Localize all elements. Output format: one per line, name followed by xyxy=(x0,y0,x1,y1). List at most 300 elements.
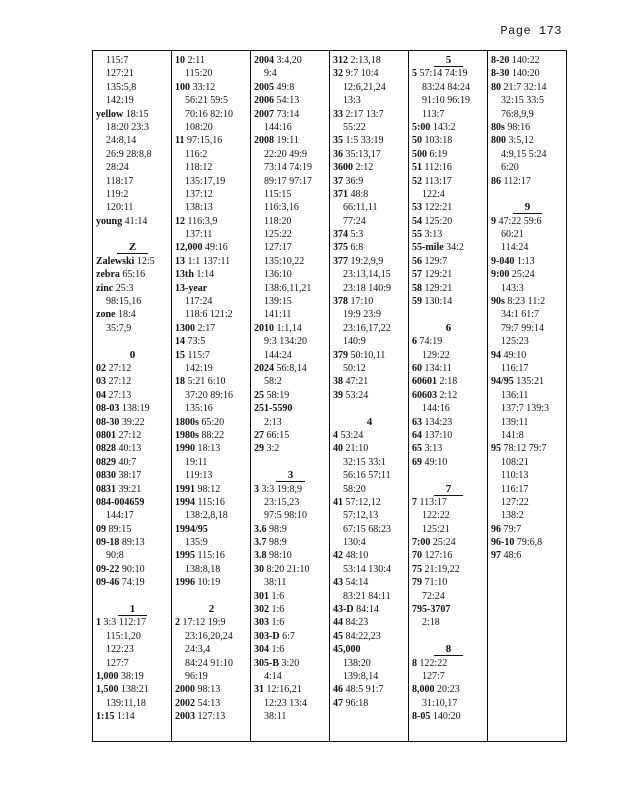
index-continuation xyxy=(175,201,248,214)
index-continuation xyxy=(491,456,564,469)
index-entry xyxy=(333,603,406,616)
page-line-refs: 89:15 xyxy=(108,523,132,535)
index-continuation xyxy=(254,228,327,241)
index-continuation xyxy=(175,469,248,482)
index-continuation xyxy=(491,94,564,107)
page-line-refs: 49:16 xyxy=(205,242,228,254)
section-heading xyxy=(491,201,564,214)
index-column xyxy=(488,51,566,741)
page-line-refs: 88:22 xyxy=(201,429,225,441)
index-entry xyxy=(96,389,169,402)
index-entry xyxy=(412,710,485,723)
index-term: 44 xyxy=(333,617,343,629)
index-term: 7:00 xyxy=(412,537,431,549)
index-entry xyxy=(333,255,406,268)
index-entry xyxy=(491,349,564,362)
index-continuation xyxy=(175,643,248,656)
index-entry xyxy=(412,335,485,348)
page-line-refs: 76:8,9,9 xyxy=(501,108,534,120)
index-entry xyxy=(96,563,169,576)
index-term: 1:15 xyxy=(96,711,115,723)
page-line-refs: 98:15,16 xyxy=(106,296,142,308)
page-line-refs: 1:6 xyxy=(271,644,285,656)
index-term: 58 xyxy=(412,282,422,294)
page-line-refs: 79:7 99:14 xyxy=(501,322,545,334)
page-line-refs: 9:7 10:4 xyxy=(345,68,379,80)
index-entry xyxy=(175,523,248,536)
index-entry xyxy=(412,268,485,281)
page-line-refs: 35:13,17 xyxy=(345,148,381,160)
index-term: 10 xyxy=(175,55,185,66)
index-continuation xyxy=(175,563,248,576)
index-term: 14 xyxy=(175,336,185,348)
index-term: 302 xyxy=(254,604,269,616)
page-line-refs: 137:10 xyxy=(424,429,453,441)
index-continuation xyxy=(175,121,248,134)
index-continuation xyxy=(254,335,327,348)
index-entry xyxy=(96,282,169,295)
index-term: 41 xyxy=(333,496,343,508)
index-column xyxy=(93,51,172,741)
index-term: 45 xyxy=(333,630,343,642)
section-heading xyxy=(96,349,169,362)
index-term: 43-D xyxy=(333,604,354,616)
page-line-refs: 125:21 xyxy=(422,523,450,535)
index-continuation xyxy=(96,295,169,308)
page-line-refs: 90:8 xyxy=(106,550,124,562)
page-line-refs: 66:15 xyxy=(266,429,290,441)
page-line-refs: 21:7 32:14 xyxy=(503,81,547,93)
index-term: 80s xyxy=(491,121,505,133)
index-entry xyxy=(333,643,406,656)
index-term: 5:00 xyxy=(412,121,431,133)
index-entry xyxy=(96,375,169,388)
page-line-refs: 118:12 xyxy=(185,162,213,174)
page-line-refs: 77:24 xyxy=(343,215,366,227)
index-term: 46 xyxy=(333,684,343,696)
page-line-refs: 115:20 xyxy=(185,68,213,80)
index-continuation xyxy=(333,563,406,576)
page-line-refs: 38:11 xyxy=(264,577,287,589)
index-continuation xyxy=(412,402,485,415)
page-line-refs: 6:8 xyxy=(350,242,364,254)
page-line-refs: 23:15,23 xyxy=(264,496,300,508)
index-entry xyxy=(491,268,564,281)
page-line-refs: 84:14 xyxy=(356,604,379,616)
index-term: 2007 xyxy=(254,108,274,120)
index-term: 8,000 xyxy=(412,684,435,696)
index-entry xyxy=(175,616,248,629)
index-continuation xyxy=(333,94,406,107)
index-entry xyxy=(96,456,169,469)
page-line-refs: 134:23 xyxy=(424,416,453,428)
index-continuation xyxy=(96,148,169,161)
index-term: 59 xyxy=(412,296,422,308)
page-line-refs: 12:16,21 xyxy=(266,684,302,696)
index-term: 800 xyxy=(491,135,506,147)
section-letter: 7 xyxy=(434,483,464,496)
index-entry xyxy=(412,389,485,402)
index-term: 251-5590 xyxy=(254,403,293,415)
index-term: 3.8 xyxy=(254,550,267,562)
page-line-refs: 118:20 xyxy=(264,215,292,227)
page-line-refs: 141:11 xyxy=(264,309,292,321)
index-entry xyxy=(491,67,564,80)
index-entry xyxy=(412,549,485,562)
index-term: 12 xyxy=(175,215,185,227)
page-line-refs: 3:5,12 xyxy=(508,135,534,147)
index-term: 2 xyxy=(175,617,180,629)
index-term: Zalewski xyxy=(96,255,135,267)
index-term: 377 xyxy=(333,255,348,267)
index-entry xyxy=(254,429,327,442)
index-entry xyxy=(333,134,406,147)
page-line-refs: 47:22 59:6 xyxy=(498,215,542,227)
page-line-refs: 84:24 91:10 xyxy=(185,657,234,669)
page-line-refs: 129:22 xyxy=(422,349,450,361)
index-entry xyxy=(412,416,485,429)
index-continuation xyxy=(333,268,406,281)
page-line-refs: 127:13 xyxy=(197,711,226,723)
page-line-refs: 2:17 13:7 xyxy=(345,108,384,120)
index-entry xyxy=(175,576,248,589)
page-line-refs: 103:18 xyxy=(424,135,453,147)
index-term: 42 xyxy=(333,550,343,562)
index-term: 33 xyxy=(333,108,343,120)
page-line-refs: 23:18 140:9 xyxy=(343,282,392,294)
page-line-refs: 12:6,21,24 xyxy=(343,81,386,93)
section-letter: 1 xyxy=(118,603,148,616)
index-term: young xyxy=(96,215,123,227)
index-entry xyxy=(175,335,248,348)
index-entry xyxy=(254,94,327,107)
index-entry xyxy=(412,121,485,134)
index-continuation xyxy=(175,108,248,121)
index-term: 90s xyxy=(491,296,505,308)
index-term: 375 xyxy=(333,242,348,254)
index-continuation xyxy=(491,228,564,241)
page-line-refs: 116:17 xyxy=(501,362,529,374)
index-entry xyxy=(96,255,169,268)
page-line-refs: 119:13 xyxy=(185,470,213,482)
index-term: 6 xyxy=(412,336,417,348)
page-line-refs: 79:7 xyxy=(503,523,522,535)
index-continuation xyxy=(333,469,406,482)
index-entry xyxy=(175,442,248,455)
section-heading xyxy=(96,603,169,616)
page-line-refs: 90:10 xyxy=(121,563,145,575)
page-line-refs: 138:6,11,21 xyxy=(264,282,312,294)
page-line-refs: 72:24 xyxy=(422,590,445,602)
index-term: 29 xyxy=(254,443,264,455)
index-entry xyxy=(412,375,485,388)
page-line-refs: 21:19,22 xyxy=(424,563,460,575)
index-term: 4 xyxy=(333,429,338,441)
page-line-refs: 83:21 84:11 xyxy=(343,590,391,602)
page-line-refs: 125:22 xyxy=(264,229,292,241)
index-term: 2002 xyxy=(175,697,195,709)
index-entry xyxy=(412,603,485,616)
page-line-refs: 18:4 xyxy=(117,309,136,321)
page-line-refs: 1:5 33:19 xyxy=(345,135,384,147)
index-term: 0828 xyxy=(96,443,116,455)
index-continuation xyxy=(333,322,406,335)
page-line-refs: 54:13 xyxy=(276,95,300,107)
index-entry xyxy=(412,228,485,241)
index-term: 96-10 xyxy=(491,537,515,549)
index-column xyxy=(330,51,409,741)
page-line-refs: 127:21 xyxy=(106,68,134,80)
index-entry xyxy=(491,295,564,308)
page-line-refs: 25:24 xyxy=(511,269,535,281)
page-line-refs: 40:7 xyxy=(118,456,137,468)
index-entry xyxy=(254,134,327,147)
index-term: 51 xyxy=(412,162,422,174)
index-entry xyxy=(96,496,169,509)
page-line-refs: 23:16,17,22 xyxy=(343,322,391,334)
page-line-refs: 115:1,20 xyxy=(106,630,141,642)
index-term: 36 xyxy=(333,148,343,160)
index-continuation xyxy=(333,523,406,536)
index-continuation xyxy=(254,175,327,188)
index-continuation xyxy=(491,509,564,522)
page-line-refs: 18:20 23:3 xyxy=(106,121,150,133)
page-line-refs: 6:7 xyxy=(282,630,295,642)
index-term: 15 xyxy=(175,349,185,361)
page-line-refs: 4:9,15 5:24 xyxy=(501,148,547,160)
index-term: 64 xyxy=(412,429,422,441)
page-line-refs: 118:6 121:2 xyxy=(185,309,233,321)
index-continuation xyxy=(96,67,169,80)
spacer xyxy=(412,308,485,321)
index-continuation xyxy=(175,670,248,683)
page-line-refs: 28:24 xyxy=(106,162,129,174)
index-continuation xyxy=(333,215,406,228)
index-entry xyxy=(96,483,169,496)
index-term: 60 xyxy=(412,362,422,374)
page-line-refs: 34:2 xyxy=(446,242,464,254)
page-line-refs: 56:16 57:11 xyxy=(343,470,391,482)
index-term: 379 xyxy=(333,349,348,361)
index-continuation xyxy=(96,81,169,94)
index-continuation xyxy=(254,697,327,710)
index-term: 1996 xyxy=(175,577,195,589)
index-term: 305-B xyxy=(254,657,279,669)
index-entry xyxy=(333,295,406,308)
index-continuation xyxy=(175,402,248,415)
index-entry xyxy=(96,576,169,589)
index-term: 32 xyxy=(333,68,343,80)
page-line-refs: 84:22,23 xyxy=(345,630,381,642)
index-term: 97 xyxy=(491,550,501,562)
index-term: 312 xyxy=(333,55,348,66)
index-continuation xyxy=(254,161,327,174)
index-continuation xyxy=(491,161,564,174)
page-line-refs: 138:2 xyxy=(501,510,524,522)
index-term: 1994 xyxy=(175,496,195,508)
index-entry xyxy=(175,416,248,429)
page-line-refs: 35:7,9 xyxy=(106,322,132,334)
page-line-refs: 38:19 xyxy=(121,670,144,682)
index-entry xyxy=(333,54,406,67)
page-line-refs: 113:17 xyxy=(424,175,452,187)
page-line-refs: 122:4 xyxy=(422,188,445,200)
page-line-refs: 1:1 137:11 xyxy=(187,255,231,267)
index-entry xyxy=(412,536,485,549)
index-entry xyxy=(333,375,406,388)
page-line-refs: 5:21 6:10 xyxy=(187,376,226,388)
section-heading xyxy=(96,241,169,254)
index-entry xyxy=(333,496,406,509)
index-term: 75 xyxy=(412,563,422,575)
index-entry xyxy=(412,442,485,455)
page-line-refs: 19:11 xyxy=(276,135,299,147)
index-continuation xyxy=(333,483,406,496)
index-continuation xyxy=(96,322,169,335)
page-line-refs: 70:16 82:10 xyxy=(185,108,234,120)
index-continuation xyxy=(96,175,169,188)
index-term: 1,000 xyxy=(96,670,119,682)
index-continuation xyxy=(491,308,564,321)
page-line-refs: 108:20 xyxy=(185,121,213,133)
index-entry xyxy=(254,603,327,616)
index-term: zone xyxy=(96,309,116,321)
index-continuation xyxy=(254,509,327,522)
index-entry xyxy=(412,134,485,147)
page-line-refs: 27:12 xyxy=(108,376,132,388)
index-continuation xyxy=(412,188,485,201)
index-continuation xyxy=(254,67,327,80)
page-line-refs: 22:20 49:9 xyxy=(264,148,308,160)
index-term: 18 xyxy=(175,376,185,388)
index-continuation xyxy=(412,523,485,536)
index-term: 0831 xyxy=(96,483,116,495)
index-continuation xyxy=(412,590,485,603)
index-entry xyxy=(96,215,169,228)
page-line-refs: 6:19 xyxy=(429,148,448,160)
index-entry xyxy=(412,563,485,576)
page-line-refs: 136:10 xyxy=(264,269,292,281)
index-term: 1 xyxy=(96,617,101,629)
index-continuation xyxy=(412,670,485,683)
page-line-refs: 130:14 xyxy=(424,296,453,308)
index-entry xyxy=(333,576,406,589)
index-entry xyxy=(254,442,327,455)
index-term: 09-22 xyxy=(96,563,120,575)
page-line-refs: 54:13 xyxy=(197,697,221,709)
index-entry xyxy=(175,697,248,710)
page-line-refs: 138:8,18 xyxy=(185,563,221,575)
index-entry xyxy=(333,389,406,402)
page-line-refs: 48:5 91:7 xyxy=(345,684,384,696)
index-continuation xyxy=(175,389,248,402)
page-line-refs: 53:24 xyxy=(345,389,369,401)
section-letter: 4 xyxy=(366,415,373,428)
page-line-refs: 2:12 xyxy=(439,389,458,401)
index-column xyxy=(251,51,330,741)
index-continuation xyxy=(412,697,485,710)
page-line-refs: 38:17 xyxy=(118,470,142,482)
page-line-refs: 96:19 xyxy=(185,670,208,682)
index-entry xyxy=(491,523,564,536)
index-entry xyxy=(333,630,406,643)
page-line-refs: 57:12,12 xyxy=(345,496,381,508)
index-column xyxy=(409,51,488,741)
page-line-refs: 119:2 xyxy=(106,188,129,200)
page-line-refs: 58:2 xyxy=(264,376,282,388)
page-line-refs: 23:16,20,24 xyxy=(185,630,233,642)
index-entry xyxy=(333,241,406,254)
index-entry xyxy=(175,683,248,696)
page-line-refs: 115:7 xyxy=(187,349,210,361)
index-continuation xyxy=(491,282,564,295)
index-term: 304 xyxy=(254,644,269,656)
page-line-refs: 5:3 xyxy=(350,229,364,241)
index-term: 9 xyxy=(491,215,496,227)
spacer xyxy=(333,402,406,415)
page-line-refs: 112:16 xyxy=(424,162,452,174)
index-continuation xyxy=(254,148,327,161)
page-line-refs: 127:7 xyxy=(106,657,129,669)
page-line-refs: 3:3 112:17 xyxy=(103,617,147,629)
index-entry xyxy=(254,563,327,576)
index-continuation xyxy=(96,549,169,562)
spacer xyxy=(412,469,485,482)
index-continuation xyxy=(254,349,327,362)
index-term: 03 xyxy=(96,376,106,388)
index-entry xyxy=(96,442,169,455)
section-heading xyxy=(175,603,248,616)
page-line-refs: 74:19 xyxy=(121,577,145,589)
page-line-refs: 58:19 xyxy=(266,389,290,401)
page-line-refs: 137:11 xyxy=(185,229,213,241)
index-continuation xyxy=(333,282,406,295)
index-continuation xyxy=(254,416,327,429)
page-line-refs: 19:11 xyxy=(185,456,208,468)
index-term: 3.7 xyxy=(254,537,267,549)
page-line-refs: 143:2 xyxy=(432,121,456,133)
index-term: 8 xyxy=(412,657,417,669)
index-term: 0801 xyxy=(96,429,116,441)
index-entry xyxy=(175,429,248,442)
page-line-refs: 27:13 xyxy=(108,389,132,401)
index-continuation xyxy=(175,456,248,469)
index-term: 45,000 xyxy=(333,644,361,656)
index-entry xyxy=(175,282,248,295)
index-term: 1990 xyxy=(175,443,195,455)
index-term: 60603 xyxy=(412,389,437,401)
index-term: 2024 xyxy=(254,362,274,374)
index-continuation xyxy=(491,362,564,375)
index-term: 94 xyxy=(491,349,501,361)
index-entry xyxy=(333,108,406,121)
index-continuation xyxy=(254,710,327,723)
index-term: 1991 xyxy=(175,483,195,495)
page-line-refs: 1:6 xyxy=(271,617,285,629)
index-entry xyxy=(412,255,485,268)
page-line-refs: 49:10 xyxy=(424,456,448,468)
index-term: 39 xyxy=(333,389,343,401)
index-entry xyxy=(491,121,564,134)
page-line-refs: 120:11 xyxy=(106,202,134,214)
word-index-table xyxy=(92,50,567,742)
index-continuation xyxy=(175,509,248,522)
page-line-refs: 116:17 xyxy=(501,483,529,495)
page-line-refs: 135:21 xyxy=(516,376,545,388)
page-line-refs: 2:18 xyxy=(422,617,440,629)
index-entry xyxy=(491,442,564,455)
index-term: 09-46 xyxy=(96,577,120,589)
